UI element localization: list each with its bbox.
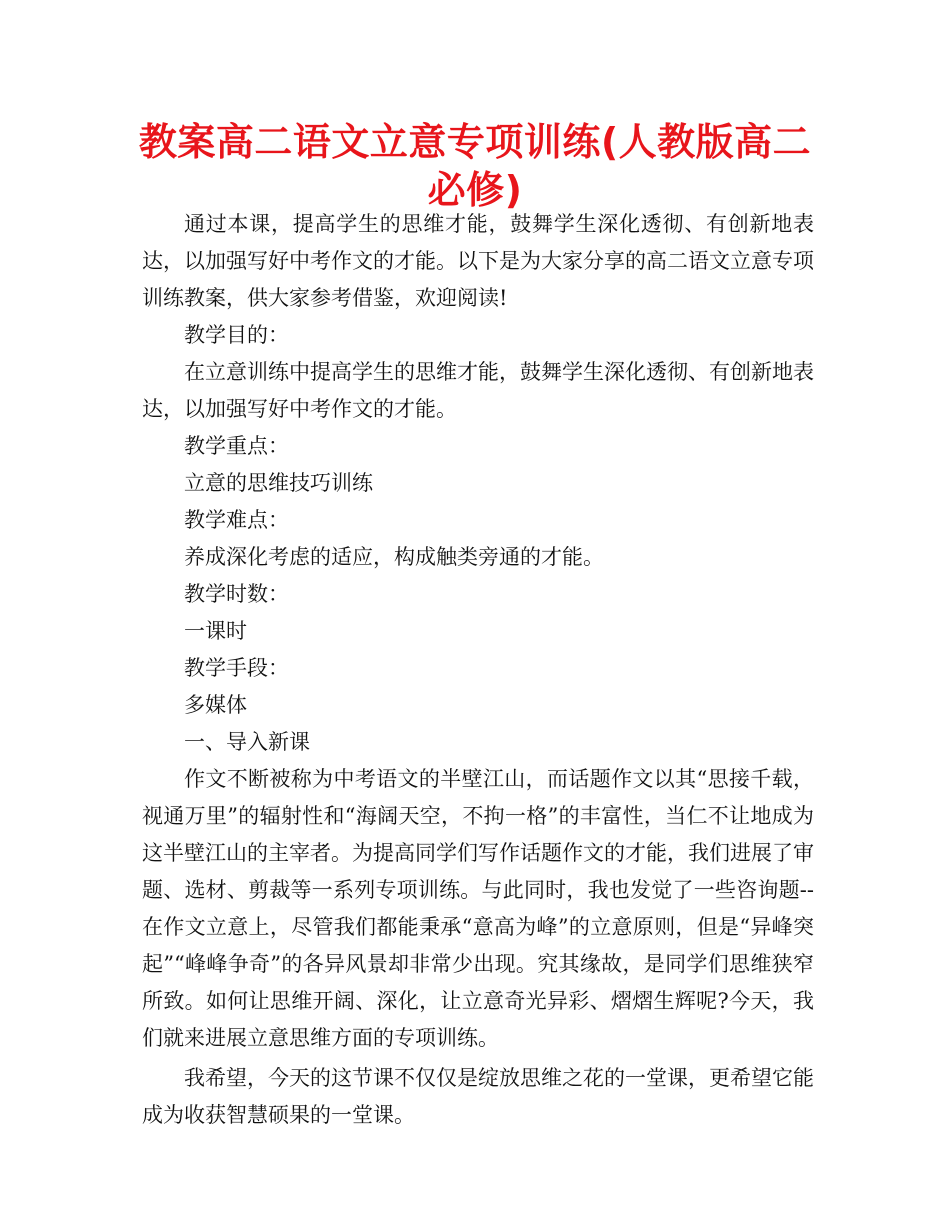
intro-paragraph: 通过本课，提高学生的思维才能，鼓舞学生深化透彻、有创新地表达，以加强写好中考作文的才能。以下是为大家分享的高二语文立意专项训练教案，供大家参考借鉴，欢迎阅读!	[142, 212, 814, 310]
document-title: 教案高二语文立意专项训练(人教版高二必修)	[138, 120, 812, 212]
closing-paragraph: 我希望，今天的这节课不仅仅是绽放思维之花的一堂课，更希望它能成为收获智慧硕果的一堂课。	[142, 1066, 814, 1127]
key-points-paragraph: 立意的思维技巧训练	[184, 471, 373, 495]
document-body	[142, 206, 814, 1134]
objective-paragraph: 在立意训练中提高学生的思维才能，鼓舞学生深化透彻、有创新地表达，以加强写好中考作文的才能。	[142, 360, 814, 421]
section-heading-teaching-means: 教学手段：	[184, 656, 289, 680]
section-heading-difficulties: 教学难点：	[184, 508, 289, 532]
section-heading-introduction: 一、导入新课	[184, 730, 310, 754]
introduction-paragraph: 作文不断被称为中考语文的半壁江山，而话题作文以其“思接千载，视通万里”的辐射性和“海阔天空，不拘一格”的丰富性，当仁不让地成为这半壁江山的主宰者。为提高同学们写作话题作文的才能，我们进展了审题、选材、剪裁等一系列专项训练。与此同时，我也发觉了一些咨询题--在作文立意上，尽管我们都能秉承“意高为峰”的立意原则，但是“异峰突起”“峰峰争奇”的各异风景却非常少出现。究其缘故，是同学们思维狭窄所致。如何让思维开阔、深化，让立意奇光异彩、熠熠生辉呢?今天，我们就来进展立意思维方面的专项训练。	[142, 767, 814, 1050]
teaching-means-paragraph: 多媒体	[184, 693, 247, 717]
difficulties-paragraph: 养成深化考虑的适应，构成触类旁通的才能。	[184, 545, 604, 569]
class-hours-paragraph: 一课时	[184, 619, 247, 643]
section-heading-class-hours: 教学时数：	[184, 582, 289, 606]
section-heading-objective: 教学目的：	[184, 323, 289, 347]
section-heading-key-points: 教学重点：	[184, 434, 289, 458]
